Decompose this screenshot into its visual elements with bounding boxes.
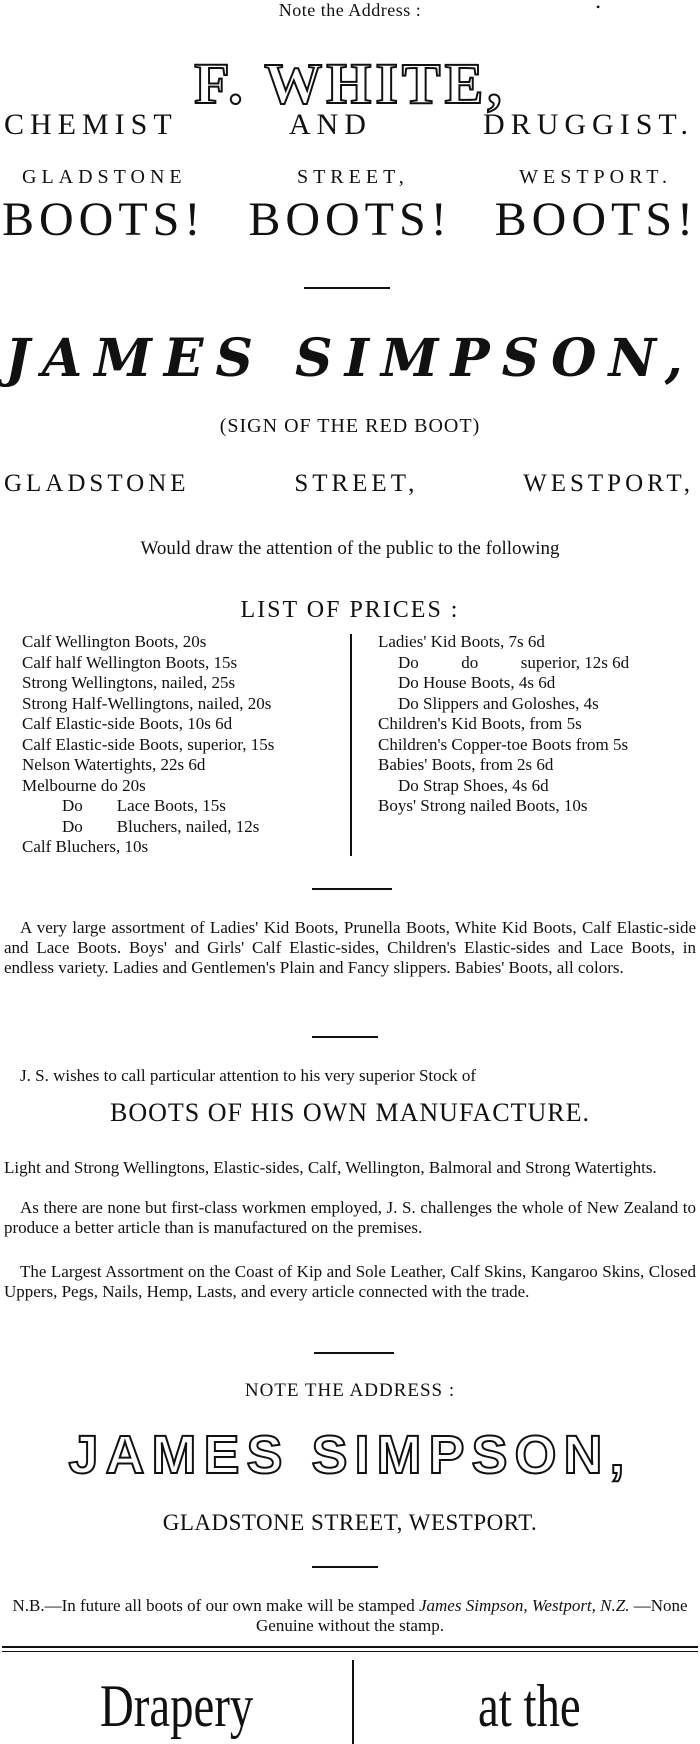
- james-simpson-heading: JAMES SIMPSON,: [5, 328, 695, 389]
- price-item: Strong Half-Wellingtons, nailed, 20s: [22, 693, 272, 713]
- westport-word: WESTPORT,: [523, 470, 694, 497]
- price-item: Do Strap Shoes, 4s 6d: [398, 775, 549, 795]
- divider-rule: [312, 1036, 378, 1038]
- price-item: Calf Elastic-side Boots, superior, 15s: [22, 734, 275, 754]
- price-item: Ladies' Kid Boots, 7s 6d: [378, 632, 545, 651]
- first-class-paragraph: As there are none but first-class workmen employed, J. S. challenges the whole of New Zealand to produce a better article than is manufactured on the premises.: [4, 1198, 696, 1237]
- price-list-right: [378, 632, 694, 817]
- price-column-divider: [350, 634, 352, 856]
- gladstone-word: GLADSTONE: [4, 470, 190, 497]
- print-mark: •: [596, 0, 601, 14]
- nb-prefix: N.B.—In future all boots of our own make will be stamped: [12, 1596, 415, 1615]
- simpson-address-line: [4, 470, 694, 498]
- price-item: Calf half Wellington Boots, 15s: [22, 652, 238, 672]
- gladstone-word: GLADSTONE: [22, 166, 187, 188]
- at-the-heading: at the: [478, 1673, 581, 1739]
- price-item: Nelson Watertights, 22s 6d: [22, 755, 206, 774]
- price-item: Melbourne do 20s: [22, 775, 146, 795]
- list-of-prices-title: LIST OF PRICES :: [240, 597, 460, 623]
- price-item: Do Bluchers, nailed, 12s: [62, 816, 260, 836]
- js-wishes-line: J. S. wishes to call particular attention to his very superior Stock of: [20, 1066, 477, 1085]
- bottom-column-divider: [352, 1660, 354, 1744]
- nb-suffix: —None Genuine without the stamp.: [256, 1596, 688, 1635]
- price-item: Children's Kid Boots, from 5s: [378, 714, 582, 733]
- price-list-left: [22, 632, 347, 858]
- chemist-word: CHEMIST: [4, 108, 178, 141]
- sign-of-red-boot: (SIGN OF THE RED BOOT): [219, 415, 481, 437]
- street-word: STREET,: [294, 470, 419, 497]
- price-item: Do Lace Boots, 15s: [62, 796, 226, 815]
- street-word: STREET,: [296, 166, 409, 188]
- light-strong-paragraph: Light and Strong Wellingtons, Elastic-sides, Calf, Wellington, Balmoral and Strong Watertights.: [4, 1158, 657, 1177]
- bottom-rule-thick: [2, 1646, 698, 1648]
- nb-stamp-notice: [4, 1596, 696, 1636]
- price-item: Do House Boots, 4s 6d: [398, 673, 556, 692]
- nb-stamp-name: James Simpson, Westport, N.Z.: [418, 1596, 630, 1615]
- druggist-word: DRUGGIST.: [483, 108, 694, 141]
- price-item: Strong Wellingtons, nailed, 25s: [22, 673, 236, 692]
- largest-assortment-paragraph: The Largest Assortment on the Coast of Kip and Sole Leather, Calf Skins, Kangaroo Skins, Closed Uppers, Pegs, Nails, Hemp, Lasts, and every article connected with the trade.: [4, 1262, 696, 1301]
- divider-rule: [314, 1352, 394, 1354]
- boots-own-manufacture-heading: BOOTS OF HIS OWN MANUFACTURE.: [110, 1098, 590, 1127]
- assortment-paragraph: A very large assortment of Ladies' Kid Boots, Prunella Boots, White Kid Boots, Calf Elastic-side and Lace Boots. Boys' and Girls' Calf Elastic-sides, Children's Elastic-sides and Lace Boots, in endless variety. Ladies and Gentlemen's Plain and Fancy slippers. Babies' Boots, all colors.: [4, 918, 696, 977]
- boots-banner: [2, 192, 698, 247]
- price-item: Calf Bluchers, 10s: [22, 837, 149, 856]
- divider-rule: [312, 888, 392, 890]
- divider-rule: [304, 287, 390, 289]
- boots-word-2: BOOTS!: [248, 193, 452, 246]
- price-item: Boys' Strong nailed Boots, 10s: [378, 796, 588, 815]
- james-simpson-footer-heading: JAMES SIMPSON,: [68, 1425, 632, 1485]
- divider-rule: [312, 1566, 378, 1568]
- note-address-top: Note the Address :: [278, 0, 422, 20]
- drapery-heading: Drapery: [100, 1673, 254, 1739]
- footer-address: GLADSTONE STREET, WESTPORT.: [162, 1510, 538, 1535]
- f-white-heading: F. WHITE,: [194, 51, 506, 116]
- price-item: Babies' Boots, from 2s 6d: [378, 755, 554, 774]
- f-white-address-line: [22, 166, 672, 189]
- price-item: Children's Copper-toe Boots from 5s: [378, 734, 629, 754]
- chemist-druggist-line: [4, 108, 694, 142]
- boots-word-3: BOOTS!: [494, 193, 698, 246]
- price-item: Do Slippers and Goloshes, 4s: [398, 693, 599, 713]
- and-word: AND: [288, 108, 372, 141]
- boots-word-1: BOOTS!: [2, 193, 206, 246]
- price-item: Calf Wellington Boots, 20s: [22, 632, 207, 651]
- intro-line: Would draw the attention of the public to the following: [140, 538, 560, 559]
- bottom-rule-thin: [2, 1651, 698, 1652]
- price-item: Do do superior, 12s 6d: [398, 652, 630, 672]
- note-the-address-footer: NOTE THE ADDRESS :: [244, 1380, 456, 1401]
- price-item: Calf Elastic-side Boots, 10s 6d: [22, 714, 233, 733]
- westport-word: WESTPORT.: [519, 166, 672, 188]
